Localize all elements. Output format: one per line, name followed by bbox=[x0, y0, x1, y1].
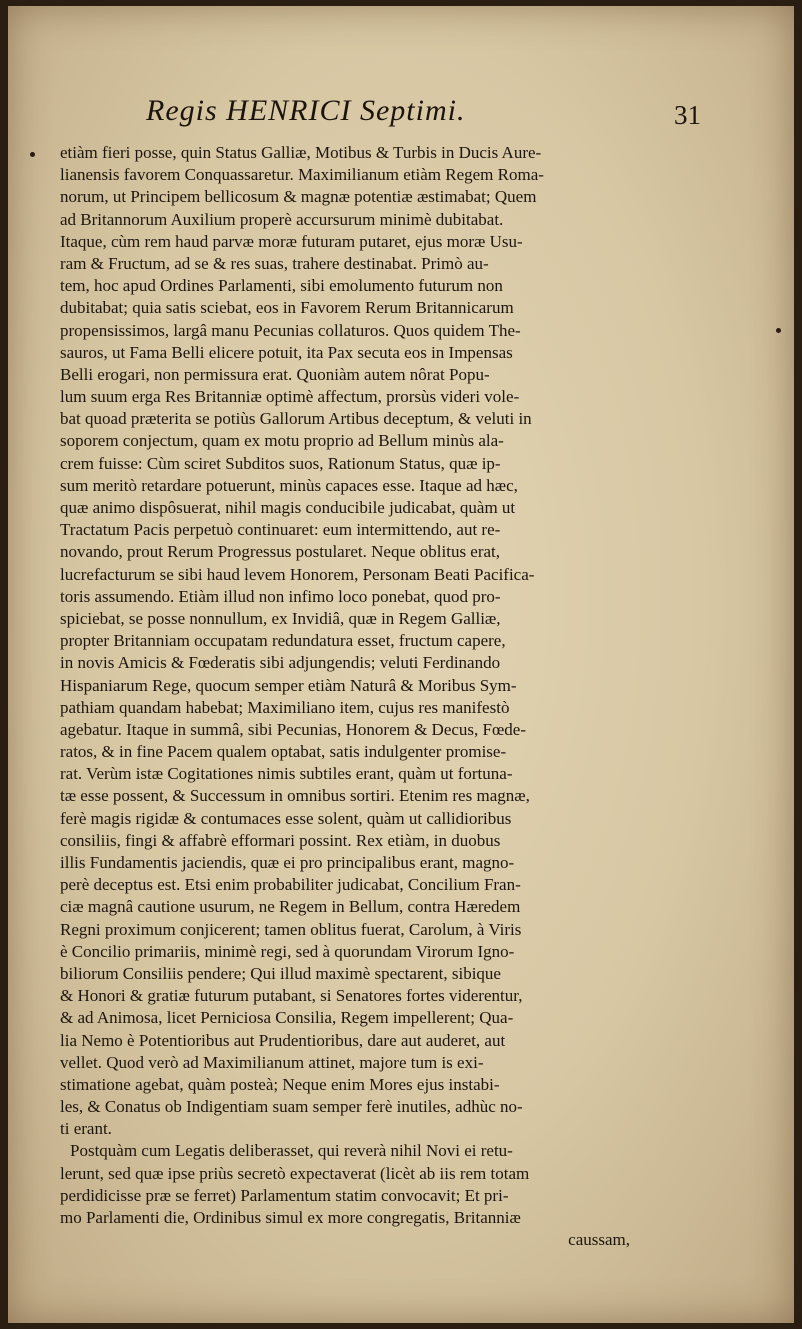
text-line: lia Nemo è Potentioribus aut Prudentioribus, dare aut auderet, aut bbox=[60, 1030, 506, 1050]
text-line: tæ esse possent, & Successum in omnibus sortiri. Etenim res magnæ, bbox=[60, 786, 530, 806]
text-line: Tractatum Pacis perpetuò continuaret: eum intermittendo, aut re- bbox=[60, 520, 501, 540]
text-line: crem fuisse: Cùm sciret Subditos suos, Rationum Status, quæ ip- bbox=[60, 453, 501, 473]
text-line: ciæ magnâ cautione usurum, ne Regem in Bellum, contra Hæredem bbox=[60, 897, 521, 917]
text-line: è Concilio primariis, minimè regi, sed à quorundam Virorum Igno- bbox=[60, 941, 515, 961]
text-line: pathiam quandam habebat; Maximiliano item, cujus res manifestò bbox=[60, 697, 510, 717]
text-line: propensissimos, largâ manu Pecunias collaturos. Quos quidem The- bbox=[60, 320, 521, 340]
text-line: biliorum Consiliis pendere; Qui illud maximè spectarent, sibique bbox=[60, 963, 501, 983]
text-line: ferè magis rigidæ & contumaces esse solent, quàm ut callidioribus bbox=[60, 808, 512, 828]
text-line: in novis Amicis & Fœderatis sibi adjungendis; veluti Ferdinando bbox=[60, 653, 501, 673]
text-line: les, & Conatus ob Indigentiam suam semper ferè inutiles, adhùc no- bbox=[60, 1097, 523, 1117]
text-line: agebatur. Itaque in summâ, sibi Pecunias, Honorem & Decus, Fœde- bbox=[60, 719, 526, 739]
text-line: lucrefacturum se sibi haud levem Honorem, Personam Beati Pacifica- bbox=[60, 564, 535, 584]
text-line: norum, ut Principem bellicosum & magnæ potentiæ æstimabat; Quem bbox=[60, 187, 537, 207]
text-line: Postquàm cum Legatis deliberasset, qui reverà nihil Novi ei retu- bbox=[70, 1141, 513, 1161]
ink-spot bbox=[776, 328, 781, 333]
body-text bbox=[60, 142, 636, 1251]
ink-spot bbox=[30, 152, 35, 157]
text-line: propter Britanniam occupatam redundatura esset, fructum capere, bbox=[60, 631, 506, 651]
book-page bbox=[8, 6, 794, 1323]
text-line: consiliis, fingi & affabrè efformari possint. Rex etiàm, in duobus bbox=[60, 830, 501, 850]
text-line: Belli erogari, non permissura erat. Quoniàm autem nôrat Popu- bbox=[60, 364, 490, 384]
text-line: Itaque, cùm rem haud parvæ moræ futuram putaret, ejus moræ Usu- bbox=[60, 231, 523, 251]
text-line: lerunt, sed quæ ipse priùs secretò expectaverat (licèt ab iis rem totam bbox=[60, 1163, 530, 1183]
text-line: perdidicisse præ se ferret) Parlamentum statim convocavit; Et pri- bbox=[60, 1185, 509, 1205]
page-number: 31 bbox=[674, 100, 701, 130]
text-line: soporem conjectum, quam ex motu proprio ad Bellum minùs ala- bbox=[60, 431, 504, 451]
text-line: lianensis favorem Conquassaretur. Maximilianum etiàm Regem Roma- bbox=[60, 165, 544, 185]
text-line: ram & Fructum, ad se & res suas, trahere destinabat. Primò au- bbox=[60, 253, 489, 273]
text-line: illis Fundamentis jaciendis, quæ ei pro principalibus erant, magno- bbox=[60, 853, 515, 872]
text-line: & Honori & gratiæ futurum putabant, si Senatores fortes viderentur, bbox=[60, 986, 523, 1006]
text-line: ratos, & in fine Pacem qualem optabat, satis indulgenter promise- bbox=[60, 742, 507, 762]
text-line: bat quoad præterita se potiùs Gallorum Artibus deceptum, & veluti in bbox=[60, 409, 532, 429]
text-line: novando, prout Rerum Progressus postularet. Neque oblitus erat, bbox=[60, 542, 501, 562]
running-head: Regis HENRICI Septimi. bbox=[146, 94, 466, 127]
text-line: mo Parlamenti die, Ordinibus simul ex more congregatis, Britanniæ bbox=[60, 1208, 521, 1227]
text-line: sauros, ut Fama Belli elicere potuit, ita Pax secuta eos in Impensas bbox=[60, 342, 513, 362]
text-line: rat. Verùm istæ Cogitationes nimis subtiles erant, quàm ut fortuna- bbox=[60, 764, 513, 784]
text-line: quæ animo dispôsuerat, nihil magis conducibile judicabat, quàm ut bbox=[60, 498, 516, 517]
text-line: Regni proximum conjicerent; tamen oblitus fuerat, Carolum, à Viris bbox=[60, 919, 522, 939]
text-line: toris assumendo. Etiàm illud non infimo loco ponebat, quod pro- bbox=[60, 586, 501, 606]
text-line: ti erant. bbox=[60, 1119, 112, 1139]
text-line: sum meritò retardare potuerunt, minùs capaces esse. Itaque ad hæc, bbox=[60, 475, 518, 495]
text-line: & ad Animosa, licet Perniciosa Consilia, Regem impellerent; Qua- bbox=[60, 1008, 514, 1028]
text-line: etiàm fieri posse, quin Status Galliæ, Motibus & Turbis in Ducis Aure- bbox=[60, 143, 542, 162]
text-line: ad Britannorum Auxilium properè accursurum minimè dubitabat. bbox=[60, 209, 504, 229]
text-line: vellet. Quod verò ad Maximilianum attinet, majore tum is exi- bbox=[60, 1052, 484, 1072]
text-line: tem, hoc apud Ordines Parlamenti, sibi emolumento futurum non bbox=[60, 276, 503, 296]
text-line: lum suum erga Res Britanniæ optimè affectum, prorsùs videri vole- bbox=[60, 387, 520, 407]
text-line: stimatione agebat, quàm posteà; Neque enim Mores ejus instabi- bbox=[60, 1074, 500, 1094]
text-line: spiciebat, se posse nonnullum, ex Invidiâ, quæ in Regem Galliæ, bbox=[60, 608, 501, 628]
page-header bbox=[146, 94, 706, 142]
text-line: Hispaniarum Rege, quocum semper etiàm Naturâ & Moribus Sym- bbox=[60, 675, 517, 695]
text-line: dubitabat; quia satis sciebat, eos in Favorem Rerum Britannicarum bbox=[60, 298, 514, 318]
catchword: caussam, bbox=[568, 1230, 630, 1250]
text-line: perè deceptus est. Etsi enim probabiliter judicabat, Concilium Fran- bbox=[60, 875, 521, 895]
